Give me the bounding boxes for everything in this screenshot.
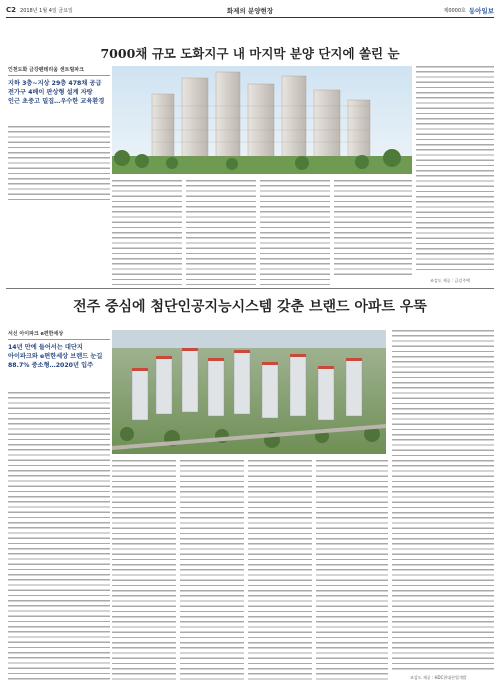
article1-headline: 7000채 규모 도화지구 내 마지막 분양 단지에 쏠린 눈 [100,46,400,61]
article2-subhead-3: 88.7% 중소형…2020년 입주 [8,362,94,369]
article2-headline: 전주 중심에 첨단인공지능시스템 갖춘 브랜드 아파트 우뚝 [73,299,427,315]
page-header [6,4,494,16]
article2-credit: 조감도 제공 : HDC현대산업개발 [410,675,467,680]
article1-subhead-1: 지하 3층~지상 29층 478채 공급 [8,80,102,87]
article-divider [6,288,494,289]
header-right [443,6,494,15]
article2-column-6 [392,330,494,670]
article1-column-5 [334,180,412,275]
page-number: C2 [6,6,17,14]
article1-subheads [8,66,110,106]
article2-subhead-1: 14년 만에 들어서는 대단지 [8,344,83,351]
article1-column-2 [112,180,182,285]
article2-tag: 서신 아이파크 e편한세상 [8,330,110,340]
publish-date: 2018년 1월 4일 금요일 [20,7,73,14]
article1-subhead-2: 전가구 4베이 판상형 설계 자랑 [8,89,93,96]
header-rule [6,17,494,18]
article2-rendering-image [112,330,386,454]
article1-rendering-image [112,66,412,174]
article1-column-3 [186,180,256,285]
article2-column-1 [8,392,110,680]
article1-subhead-3: 인근 초중고 밀집…우수한 교육환경 [8,98,105,105]
section-title: 화제의 분양현장 [226,6,274,15]
issue-number: 제0000호 [443,7,466,14]
article1-column-6 [416,66,494,271]
newspaper-logo: 동아일보 [468,6,494,15]
article1-column-1 [8,126,110,201]
article2-column-4 [248,460,312,680]
article2-column-5 [316,460,388,680]
article2-column-2 [112,460,176,680]
article2-subhead-2: 아이파크와 e편한세상 브랜드 눈길 [8,353,103,360]
article1-column-4 [260,180,330,285]
article1-tag: 인천도화 금강펜테리움 센트럴파크 [8,66,110,76]
article1-credit: 조감도 제공 : 금강주택 [430,278,470,283]
article2-subheads [8,330,110,370]
article2-column-3 [180,460,244,680]
